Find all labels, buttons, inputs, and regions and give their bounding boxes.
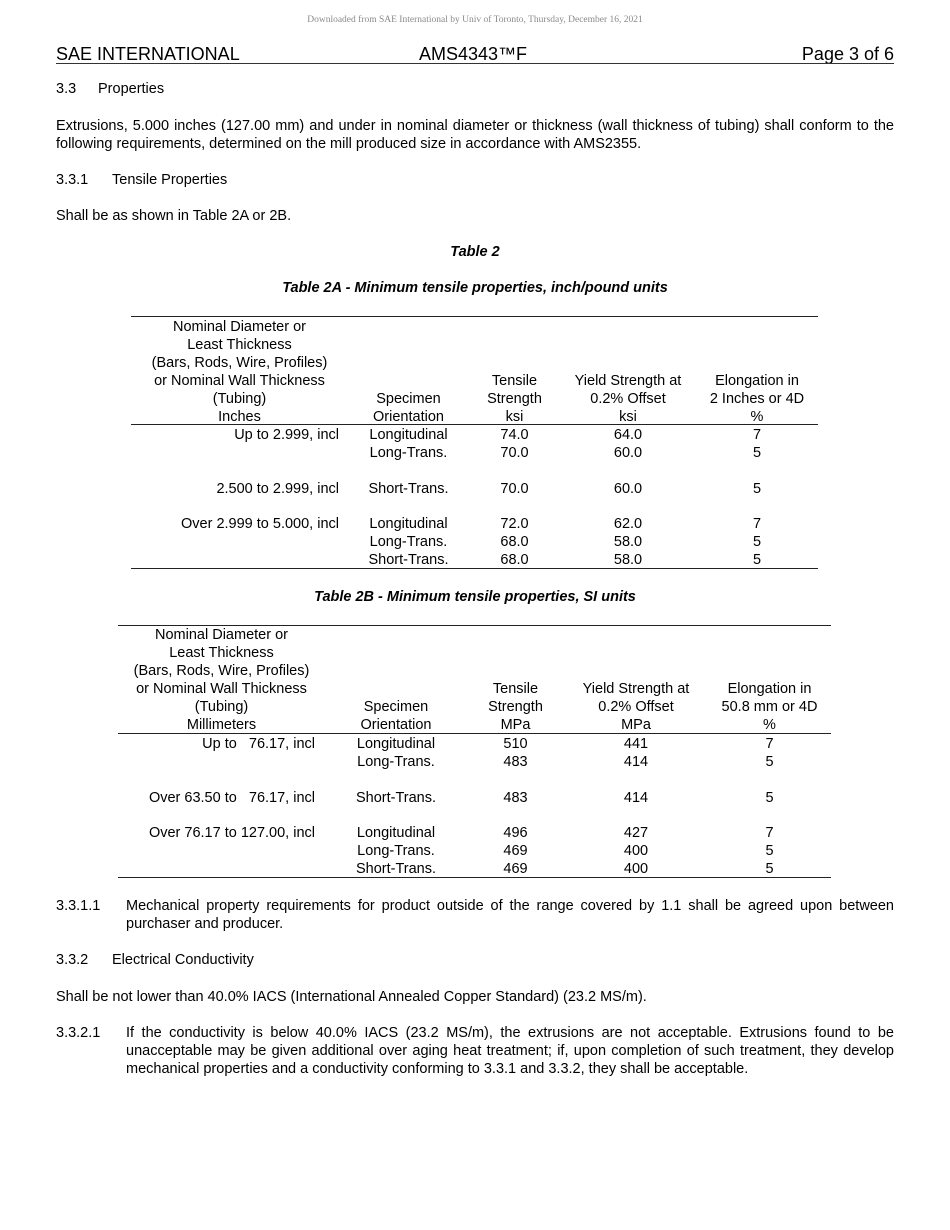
cell-elongation: 7 <box>752 516 762 532</box>
cell-tensile: 68.0 <box>500 534 529 550</box>
header-line: 2 Inches or 4D <box>709 391 805 407</box>
header-publisher: SAE INTERNATIONAL <box>56 44 240 64</box>
cell-tensile: 70.0 <box>500 445 529 461</box>
cell-yield: 64.0 <box>613 427 643 443</box>
section-3-3-2-title: Electrical Conductivity <box>112 952 254 968</box>
cell-size: Over 76.17 to 127.00, incl <box>148 825 315 841</box>
header-rule <box>56 63 894 64</box>
section-3-3-1-number: 3.3.1 <box>56 172 89 188</box>
cell-tensile: 68.0 <box>500 552 529 568</box>
cell-size: Over 2.999 to 5.000, incl <box>181 516 339 532</box>
header-yield <box>560 372 696 426</box>
section-3-3-1-title: Tensile Properties <box>112 172 228 188</box>
header-line: (Tubing) <box>194 699 249 715</box>
cell-elongation: 5 <box>765 790 774 806</box>
header-page-number: Page 3 of 6 <box>801 44 894 64</box>
section-3-3-1-body: Shall be as shown in Table 2A or 2B. <box>56 208 292 224</box>
cell-yield: 58.0 <box>613 552 643 568</box>
table-2b-title: Table 2B - Minimum tensile properties, SI units <box>314 589 636 605</box>
header-line: Specimen <box>363 699 429 715</box>
section-3-3-2-body: Shall be not lower than 40.0% IACS (International Annealed Copper Standard) (23.2 MS/m). <box>56 989 647 1005</box>
cell-tensile: 483 <box>503 754 528 770</box>
cell-orientation: Short-Trans. <box>368 481 449 497</box>
header-line: Elongation in <box>727 681 812 697</box>
header-tensile <box>469 372 560 426</box>
header-line: Specimen <box>376 391 441 407</box>
header-line: Strength <box>487 391 542 407</box>
cell-orientation: Short-Trans. <box>355 861 437 877</box>
header-line: Tensile <box>491 373 538 389</box>
section-3-3-body: Extrusions, 5.000 inches (127.00 mm) and under in nominal diameter or thickness (wall thickness of tubing) shall conform to the following requirements, determined on the mill produced size in accordance with AMS2355. <box>56 118 894 152</box>
cell-orientation: Long-Trans. <box>357 843 435 859</box>
cell-elongation: 5 <box>765 754 774 770</box>
cell-elongation: 7 <box>752 427 762 443</box>
cell-yield: 400 <box>623 861 649 877</box>
cell-orientation: Short-Trans. <box>355 790 437 806</box>
cell-yield: 400 <box>623 843 649 859</box>
header-line: % <box>750 409 764 425</box>
section-3-3-1-1-body: Mechanical property requirements for product outside of the range covered by 1.1 shall be agreed upon between purchaser and producer. <box>126 898 894 932</box>
section-3-3-2-number: 3.3.2 <box>56 952 89 968</box>
cell-orientation: Long-Trans. <box>357 754 435 770</box>
section-3-3-1-1-number: 3.3.1.1 <box>56 898 101 914</box>
header-line: (Tubing) <box>212 391 267 407</box>
cell-yield: 414 <box>623 754 649 770</box>
header-line: (Bars, Rods, Wire, Profiles) <box>133 663 310 679</box>
header-size <box>131 318 348 426</box>
header-line: 50.8 mm or 4D <box>721 699 818 715</box>
cell-elongation: 5 <box>765 861 774 877</box>
header-line: Yield Strength at <box>574 373 682 389</box>
header-line: MPa <box>621 717 651 733</box>
cell-orientation: Short-Trans. <box>368 552 449 568</box>
cell-tensile: 483 <box>503 790 528 806</box>
cell-elongation: 7 <box>765 825 774 841</box>
header-line: 0.2% Offset <box>590 391 666 407</box>
cell-orientation: Long-Trans. <box>369 445 448 461</box>
cell-size: Up to 76.17, incl <box>202 736 315 752</box>
table-rule-top <box>131 316 818 317</box>
header-line: Yield Strength at <box>582 681 690 697</box>
cell-yield: 414 <box>623 790 649 806</box>
header-line: Least Thickness <box>187 337 292 353</box>
cell-elongation: 5 <box>752 534 762 550</box>
header-elongation <box>708 680 831 734</box>
header-line: MPa <box>500 717 531 733</box>
cell-yield: 62.0 <box>613 516 643 532</box>
table-2a-title: Table 2A - Minimum tensile properties, inch/pound units <box>282 280 668 296</box>
header-line: Orientation <box>373 409 444 425</box>
cell-orientation: Longitudinal <box>356 736 436 752</box>
header-orientation <box>348 390 469 426</box>
cell-tensile: 510 <box>503 736 528 752</box>
cell-tensile: 469 <box>503 861 528 877</box>
header-size <box>118 626 325 734</box>
header-elongation <box>696 372 818 426</box>
cell-yield: 60.0 <box>613 445 643 461</box>
header-line: Tensile <box>492 681 539 697</box>
header-line: Strength <box>488 699 543 715</box>
cell-tensile: 70.0 <box>500 481 529 497</box>
header-line: or Nominal Wall Thickness <box>136 681 307 697</box>
cell-yield: 58.0 <box>613 534 643 550</box>
header-line: % <box>763 717 776 733</box>
header-line: Elongation in <box>715 373 799 389</box>
cell-elongation: 5 <box>752 481 762 497</box>
cell-size: Over 63.50 to 76.17, incl <box>148 790 315 806</box>
cell-elongation: 5 <box>752 445 762 461</box>
section-3-3-2-1-body: If the conductivity is below 40.0% IACS (23.2 MS/m), the extrusions are not acceptable. Extrusions found to be unacceptable may be given additional over aging heat treatment; if, upon completion of such treatment, they develop mechanical properties and a conductivity conforming to 3.3.1 and 3.3.2, they shall be acceptable. <box>126 1025 894 1077</box>
header-line: or Nominal Wall Thickness <box>154 373 325 389</box>
header-orientation <box>325 698 467 734</box>
cell-orientation: Longitudinal <box>356 825 436 841</box>
cell-size: 2.500 to 2.999, incl <box>216 481 339 497</box>
section-3-3-number: 3.3 <box>56 81 77 97</box>
section-3-3-title: Properties <box>98 81 165 97</box>
header-line: Orientation <box>360 717 432 733</box>
header-line: Nominal Diameter or <box>173 319 306 335</box>
header-line: Least Thickness <box>169 645 274 661</box>
header-tensile <box>467 680 564 734</box>
cell-tensile: 496 <box>503 825 528 841</box>
header-line: Millimeters <box>186 717 257 733</box>
cell-yield: 427 <box>623 825 649 841</box>
cell-yield: 441 <box>623 736 649 752</box>
header-line: ksi <box>619 409 637 425</box>
header-line: Nominal Diameter or <box>155 627 288 643</box>
cell-elongation: 5 <box>752 552 762 568</box>
cell-orientation: Longitudinal <box>369 516 448 532</box>
header-line: ksi <box>505 409 524 425</box>
cell-elongation: 5 <box>765 843 774 859</box>
cell-tensile: 74.0 <box>500 427 529 443</box>
cell-tensile: 72.0 <box>500 516 529 532</box>
cell-yield: 60.0 <box>613 481 643 497</box>
cell-size: Up to 2.999, incl <box>234 427 339 443</box>
header-line: 0.2% Offset <box>598 699 674 715</box>
table-2-title: Table 2 <box>450 244 500 260</box>
header-line: (Bars, Rods, Wire, Profiles) <box>151 355 328 371</box>
section-3-3-2-1-number: 3.3.2.1 <box>56 1025 101 1041</box>
cell-orientation: Long-Trans. <box>369 534 448 550</box>
download-watermark: Downloaded from SAE International by Univ of Toronto, Thursday, December 16, 2021 <box>307 15 643 25</box>
cell-tensile: 469 <box>503 843 528 859</box>
header-doc-number: AMS4343™F <box>419 44 528 64</box>
header-yield <box>564 680 708 734</box>
cell-orientation: Longitudinal <box>369 427 448 443</box>
cell-elongation: 7 <box>765 736 774 752</box>
header-line: Inches <box>218 409 261 425</box>
